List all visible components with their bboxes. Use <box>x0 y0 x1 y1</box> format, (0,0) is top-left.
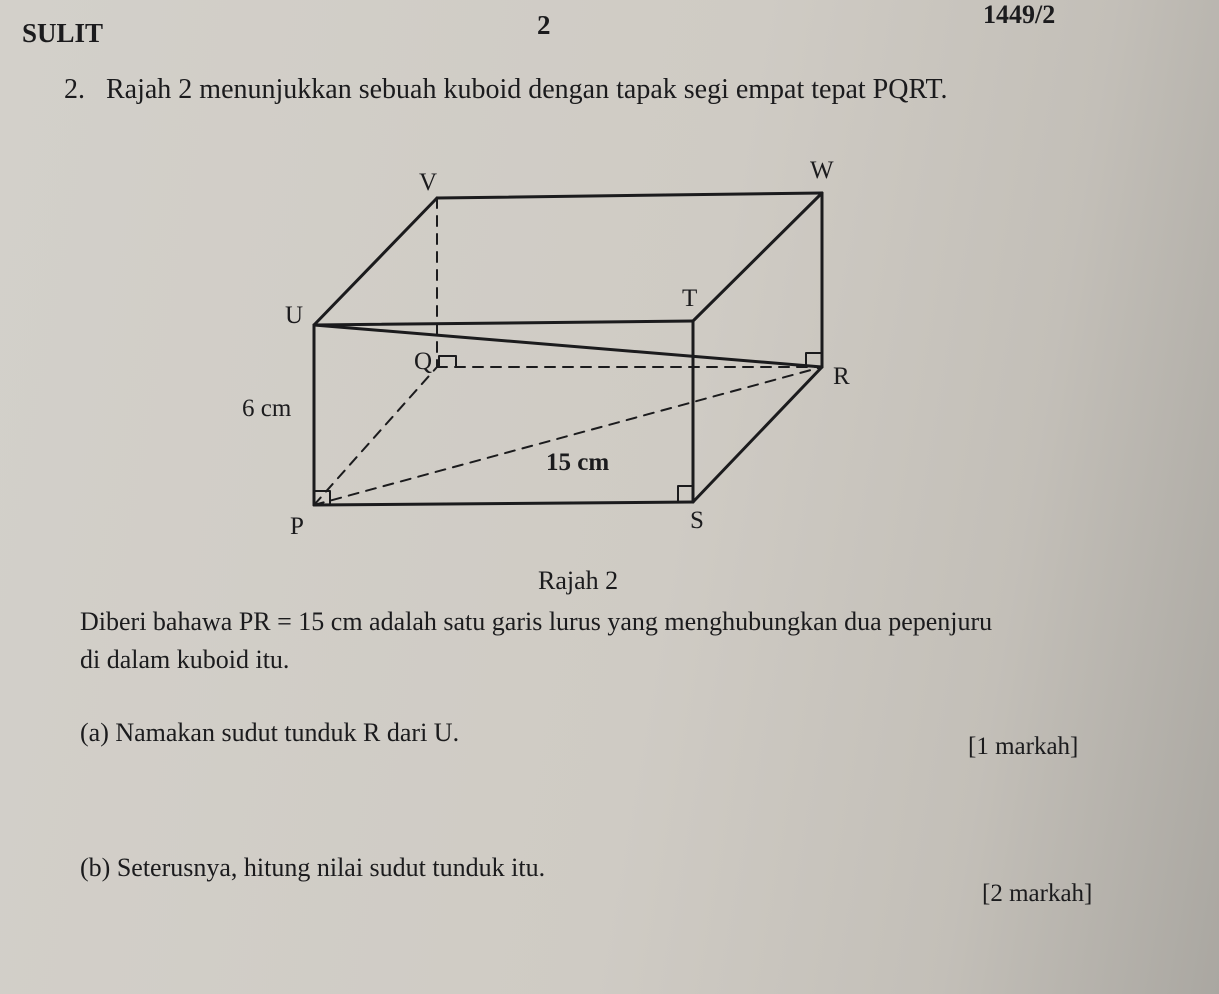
edge-SR <box>693 367 822 502</box>
vertex-label-U: U <box>285 302 304 329</box>
vertex-label-V: V <box>419 169 438 196</box>
figure-caption: Rajah 2 <box>538 566 619 595</box>
vertex-label-W: W <box>810 157 834 184</box>
vertex-label-P: P <box>290 513 304 540</box>
part-b-marks: [2 markah] <box>982 880 1093 907</box>
part-b-question: (b) Seterusnya, hitung nilai sudut tunduk itu. <box>80 853 546 882</box>
height-label: 6 cm <box>242 395 292 422</box>
paper-code: 1449/2 <box>983 0 1056 29</box>
diagonal-PR <box>314 367 822 505</box>
page-number: 2 <box>537 10 551 40</box>
header-sulit: SULIT <box>22 18 104 48</box>
edge-UV <box>314 198 437 325</box>
vertex-label-T: T <box>682 285 698 312</box>
given-statement-line-1: Diberi bahawa PR = 15 cm adalah satu garis lurus yang menghubungkan dua pepenjuru <box>80 607 993 636</box>
edge-VW <box>437 193 822 198</box>
vertex-label-Q: Q <box>414 348 433 375</box>
edge-PS <box>314 502 693 505</box>
right-angle-marker-S <box>678 486 693 502</box>
diagonal-length-label: 15 cm <box>546 449 610 476</box>
vertex-label-S: S <box>690 507 704 534</box>
vertex-label-R: R <box>833 363 850 390</box>
question-number: 2. <box>64 74 85 105</box>
edge-TW <box>693 193 822 321</box>
part-a-question: (a) Namakan sudut tunduk R dari U. <box>80 718 460 747</box>
part-a-marks: [1 markah] <box>968 733 1079 760</box>
right-angle-marker-Q <box>439 356 456 367</box>
line-UR <box>314 325 822 367</box>
given-statement-line-2: di dalam kuboid itu. <box>80 645 290 674</box>
edge-UT <box>314 321 693 325</box>
hidden-edge-PQ <box>314 367 437 505</box>
question-stem: Rajah 2 menunjukkan sebuah kuboid dengan tapak segi empat tepat PQRT. <box>106 74 948 105</box>
